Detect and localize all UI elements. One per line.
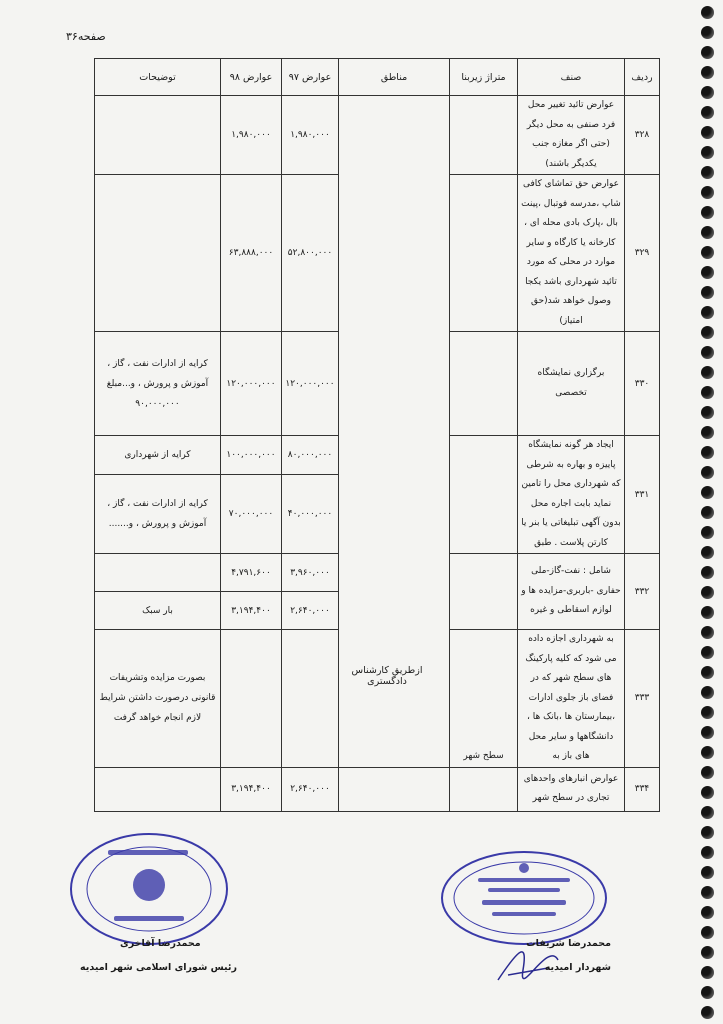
- row-number: ۳۳۳: [625, 630, 660, 768]
- row-category: برگزاری نمایشگاه تخصصی: [518, 332, 625, 436]
- row-category: به شهرداری اجازه داده می شود که کلیه پارکینگ های سطح شهر که در فضای باز جلوی ادارات ،بیمارستان ها ،بانک ها ، دانشگاهها و سایر محل های باز به: [518, 630, 625, 768]
- binding-hole: [701, 466, 714, 479]
- fees-table: [94, 58, 660, 812]
- binding-hole: [701, 326, 714, 339]
- header-notes: توضیحات: [95, 59, 221, 96]
- row-area: [450, 554, 518, 630]
- row-number: ۳۳۱: [625, 436, 660, 554]
- row-fee97: ۱۲۰,۰۰۰,۰۰۰: [282, 332, 339, 436]
- binding-hole: [701, 246, 714, 259]
- table-row: [95, 96, 660, 175]
- row-area: [450, 436, 518, 554]
- binding-hole: [701, 946, 714, 959]
- row-fee97: ۲,۶۴۰,۰۰۰: [282, 767, 339, 811]
- row-number: ۳۲۹: [625, 175, 660, 332]
- row-fee98: ۴,۷۹۱,۶۰۰: [221, 554, 282, 592]
- binding-hole: [701, 346, 714, 359]
- row-notes: کرایه از شهرداری: [95, 436, 221, 475]
- row-notes: [95, 96, 221, 175]
- binding-hole: [701, 766, 714, 779]
- row-notes: کرایه از ادارات نفت ، گاز ، آموزش و پرورش ، و...مبلغ ۹۰,۰۰۰,۰۰۰: [95, 332, 221, 436]
- binding-hole: [701, 86, 714, 99]
- row-fee97: ۳,۹۶۰,۰۰۰: [282, 554, 339, 592]
- header-fee97: عوارض ۹۷: [282, 59, 339, 96]
- binding-hole: [701, 606, 714, 619]
- row-fee98: ۱۲۰,۰۰۰,۰۰۰: [221, 332, 282, 436]
- row-regions: [339, 767, 450, 811]
- binding-hole: [701, 206, 714, 219]
- mayor-name: محمدرضا شریفات: [526, 938, 611, 949]
- binding-hole: [701, 46, 714, 59]
- row-fee98: ۶۳,۸۸۸,۰۰۰: [221, 175, 282, 332]
- row-fee97: [282, 630, 339, 768]
- binding-hole: [701, 986, 714, 999]
- row-fee97: ۲,۶۴۰,۰۰۰: [282, 592, 339, 630]
- row-notes: [95, 767, 221, 811]
- binding-hole: [701, 166, 714, 179]
- council-stamp: [68, 830, 230, 948]
- binding-hole: [701, 866, 714, 879]
- binding-hole: [701, 486, 714, 499]
- page-number: صفحه۳۶: [66, 30, 106, 43]
- binding-hole: [701, 926, 714, 939]
- binding-hole: [701, 146, 714, 159]
- row-area: سطح شهر: [450, 630, 518, 768]
- binding-hole: [701, 906, 714, 919]
- table-header-row: [95, 59, 660, 96]
- binding-hole: [701, 686, 714, 699]
- binding-hole: [701, 106, 714, 119]
- row-notes: بصورت مزایده وتشریفات قانونی درصورت داشتن شرایط لازم انجام خواهد گرفت: [95, 630, 221, 768]
- row-number: ۳۳۲: [625, 554, 660, 630]
- row-fee97: ۵۲,۸۰۰,۰۰۰: [282, 175, 339, 332]
- binding-hole: [701, 186, 714, 199]
- row-area: [450, 332, 518, 436]
- council-head-name: محمدرضا آقاخری: [120, 938, 201, 949]
- binding-hole: [701, 706, 714, 719]
- binding-hole: [701, 306, 714, 319]
- row-area: [450, 96, 518, 175]
- row-category: عوارض حق تماشای کافی شاپ ،مدرسه فوتبال ،پینت بال ،پارک بادی محله ای ، کارخانه یا کارگاه و سایر موارد در محلی که مورد تائید شهرداری باشد یکجا وصول خواهد شد(حق امتیاز): [518, 175, 625, 332]
- binding-hole: [701, 506, 714, 519]
- row-category: ایجاد هر گونه نمایشگاه پاییزه و بهاره به شرطی که شهرداری محل را تامین نماید بابت اجاره محل بدون آگهی تبلیغاتی یا بنر یا کارتن پلاست . طبق: [518, 436, 625, 554]
- binding-hole: [701, 846, 714, 859]
- row-notes: [95, 554, 221, 592]
- binding-hole: [701, 546, 714, 559]
- row-category: عوارض تائید تغییر محل فرد صنفی به محل دیگر (حتی اگر مغازه جنب یکدیگر باشند): [518, 96, 625, 175]
- binding-hole: [701, 66, 714, 79]
- binding-hole: [701, 226, 714, 239]
- binding-hole: [701, 646, 714, 659]
- binding-hole: [701, 446, 714, 459]
- row-category: عوارض انبارهای واحدهای تجاری در سطح شهر: [518, 767, 625, 811]
- binding-hole: [701, 826, 714, 839]
- binding-hole: [701, 886, 714, 899]
- binding-hole: [701, 626, 714, 639]
- binding-hole: [701, 586, 714, 599]
- row-notes: کرایه از ادارات نفت ، گاز ، آموزش و پرورش ، و.......: [95, 474, 221, 553]
- binding-hole: [701, 366, 714, 379]
- row-fee98: ۷۰,۰۰۰,۰۰۰: [221, 474, 282, 553]
- spiral-binding: [701, 0, 715, 1024]
- binding-hole: [701, 806, 714, 819]
- row-area: [450, 175, 518, 332]
- row-fee97: ۸۰,۰۰۰,۰۰۰: [282, 436, 339, 475]
- row-fee98: [221, 630, 282, 768]
- header-fee98: عوارض ۹۸: [221, 59, 282, 96]
- row-notes: [95, 175, 221, 332]
- row-category: شامل : نفت-گاز-ملی حفاری -باربری-مزایده ها و لوازم اسقاطی و غیره: [518, 554, 625, 630]
- binding-hole: [701, 966, 714, 979]
- binding-hole: [701, 286, 714, 299]
- binding-hole: [701, 1006, 714, 1019]
- header-row-number: ردیف: [625, 59, 660, 96]
- binding-hole: [701, 386, 714, 399]
- binding-hole: [701, 426, 714, 439]
- row-number: ۳۳۰: [625, 332, 660, 436]
- binding-hole: [701, 726, 714, 739]
- row-fee97: ۴۰,۰۰۰,۰۰۰: [282, 474, 339, 553]
- row-number: ۳۲۸: [625, 96, 660, 175]
- binding-hole: [701, 746, 714, 759]
- binding-hole: [701, 6, 714, 19]
- mayor-title: شهردار امیدیه: [544, 962, 611, 973]
- row-333-region: ازطریق کارشناس دادگستری: [351, 665, 423, 687]
- binding-hole: [701, 406, 714, 419]
- row-fee98: ۱۰۰,۰۰۰,۰۰۰: [221, 436, 282, 475]
- binding-hole: [701, 566, 714, 579]
- binding-hole: [701, 786, 714, 799]
- row-fee98: ۳,۱۹۴,۴۰۰: [221, 592, 282, 630]
- binding-hole: [701, 26, 714, 39]
- row-fee98: ۳,۱۹۴,۴۰۰: [221, 767, 282, 811]
- council-head-title: رئیس شورای اسلامی شهر امیدیه: [80, 962, 237, 973]
- header-regions: مناطق: [339, 59, 450, 96]
- table-row: [95, 767, 660, 811]
- row-fee98: ۱,۹۸۰,۰۰۰: [221, 96, 282, 175]
- row-notes: بار سبک: [95, 592, 221, 630]
- binding-hole: [701, 266, 714, 279]
- row-number: ۳۳۴: [625, 767, 660, 811]
- binding-hole: [701, 666, 714, 679]
- binding-hole: [701, 126, 714, 139]
- row-fee97: ۱,۹۸۰,۰۰۰: [282, 96, 339, 175]
- row-area: [450, 767, 518, 811]
- header-area: متراژ زیربنا: [450, 59, 518, 96]
- header-category: صنف: [518, 59, 625, 96]
- binding-hole: [701, 526, 714, 539]
